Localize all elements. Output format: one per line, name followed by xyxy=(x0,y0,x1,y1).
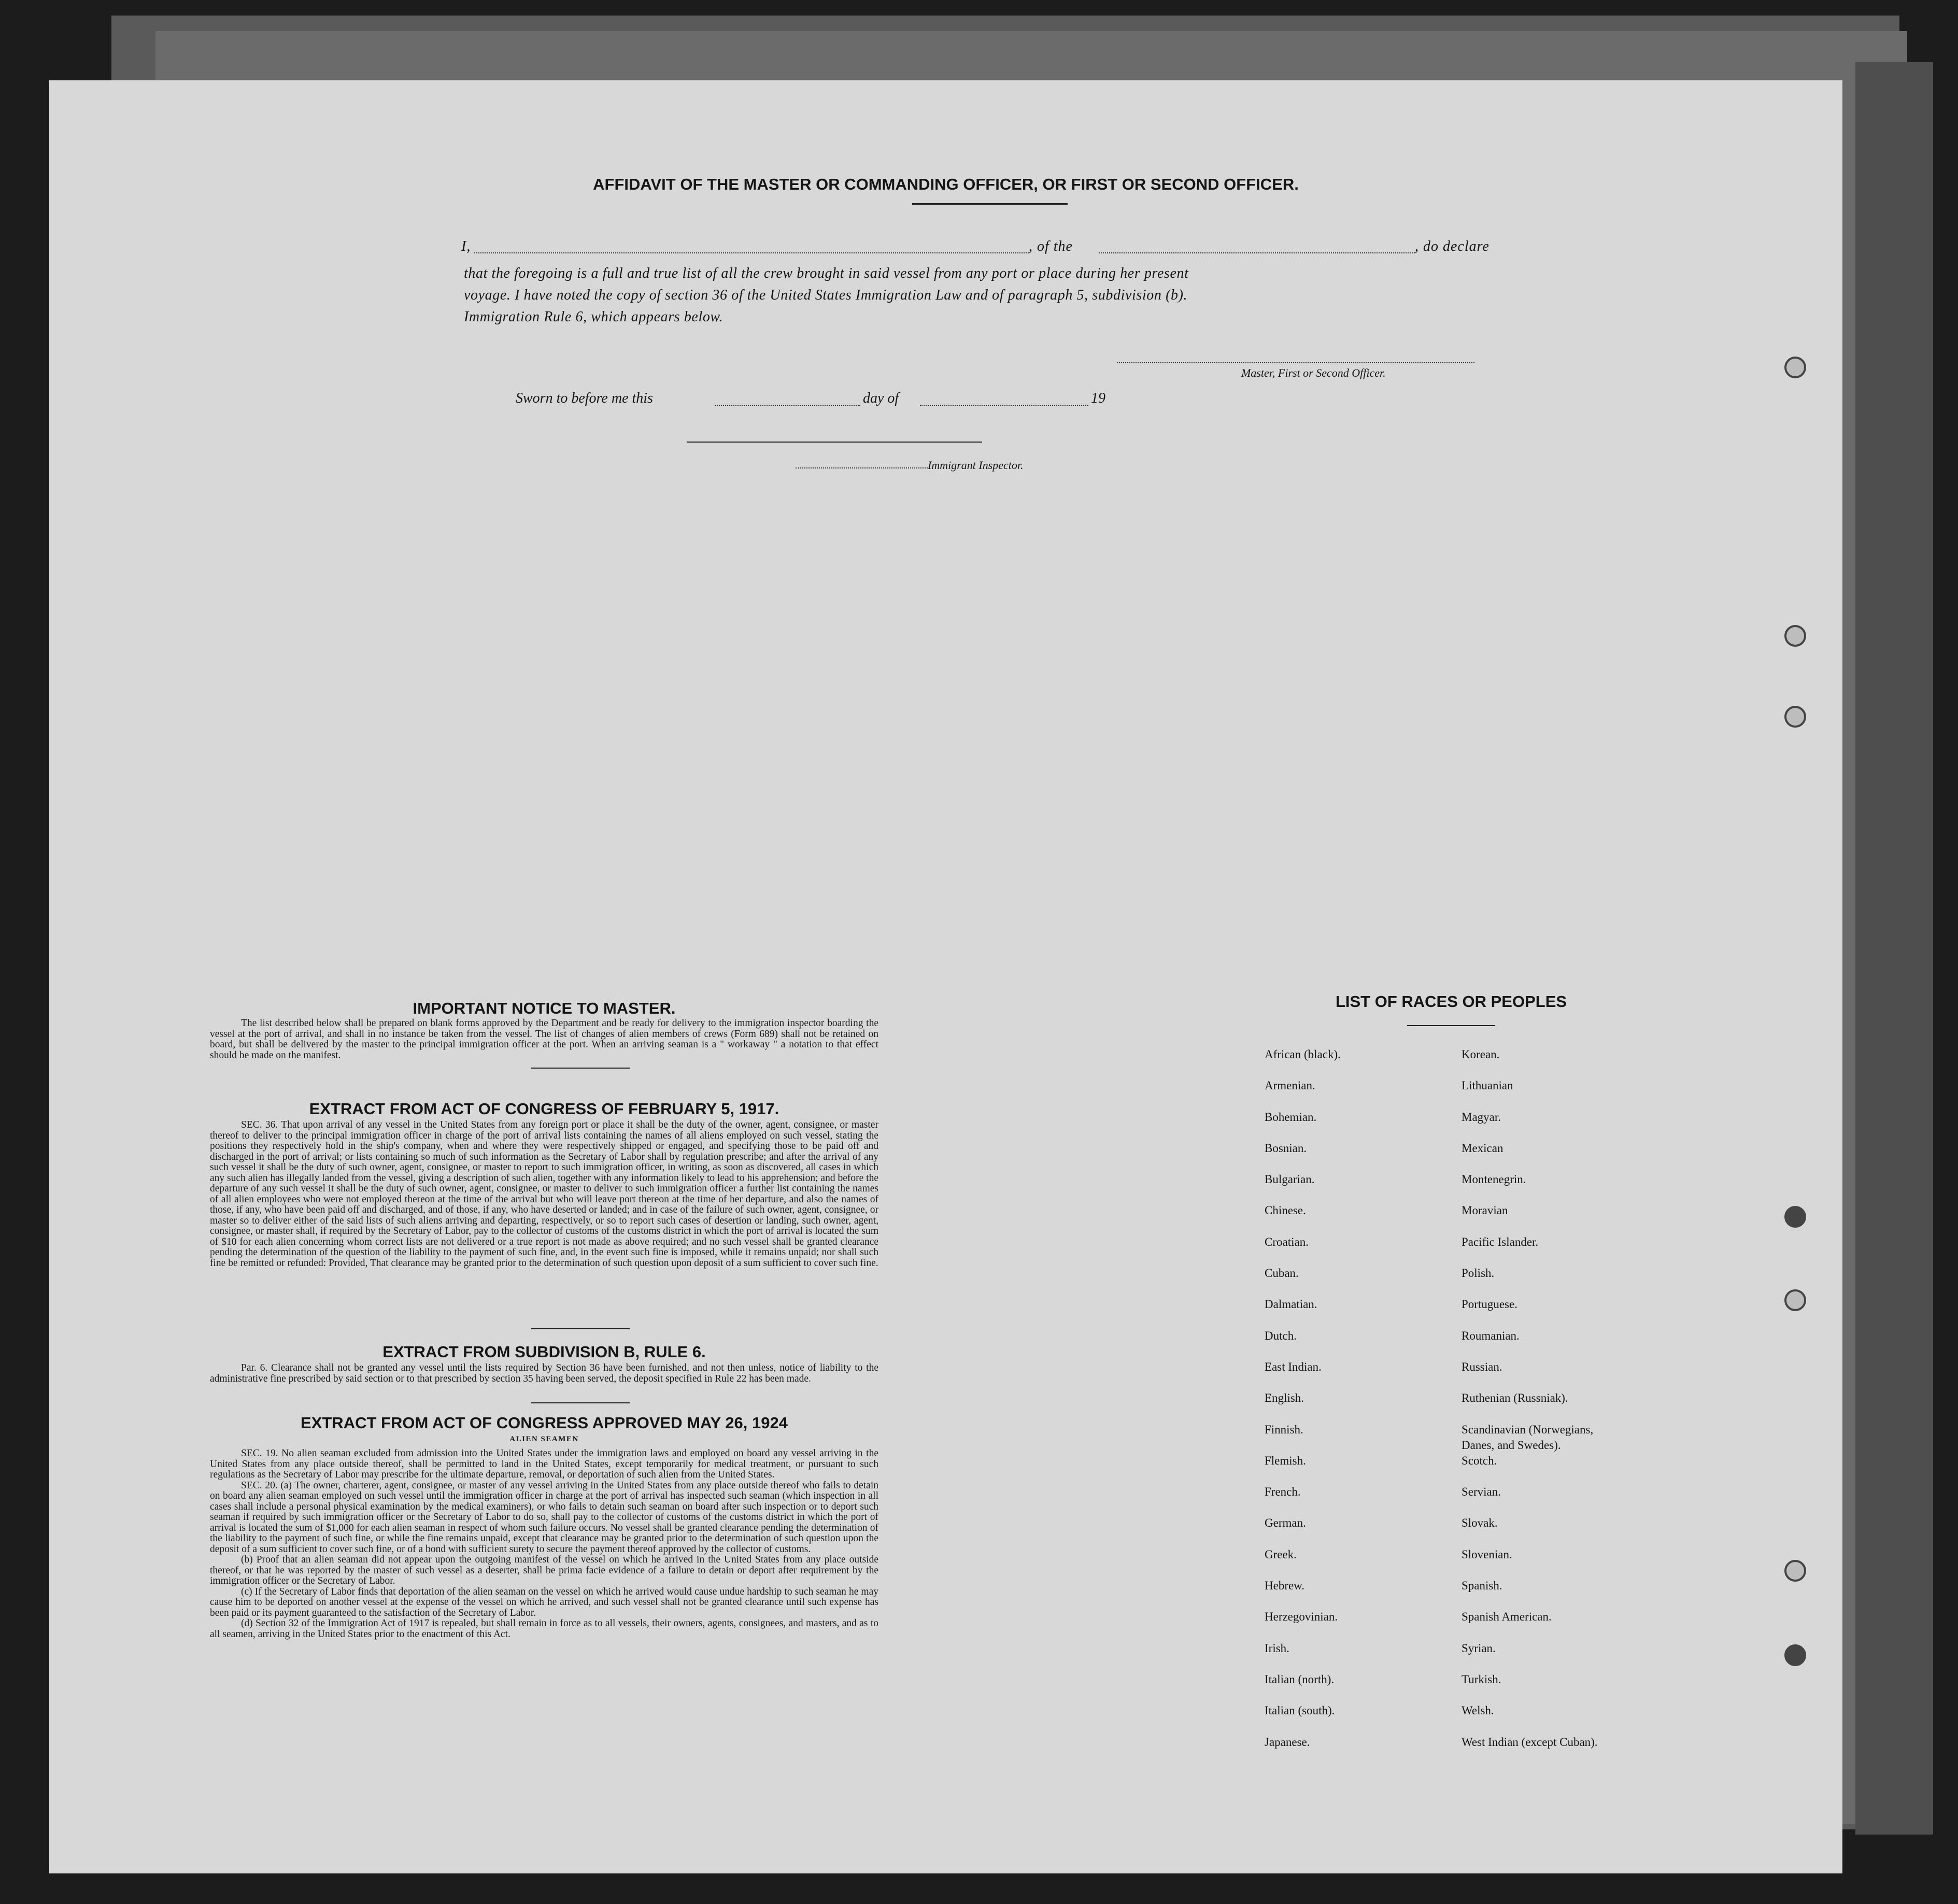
race-item: Servian. xyxy=(1462,1485,1501,1499)
declarant-label: I, xyxy=(461,238,471,254)
extract-1924-title: EXTRACT FROM ACT OF CONGRESS APPROVED MAY 26, 1924 xyxy=(301,1414,788,1432)
race-item: Dalmatian. xyxy=(1265,1298,1317,1311)
race-item: Russian. xyxy=(1462,1360,1502,1373)
rule6-rule xyxy=(531,1402,630,1403)
race-item: Italian (north). xyxy=(1265,1672,1335,1686)
race-item: Scotch. xyxy=(1462,1454,1497,1467)
declarant-name-field[interactable] xyxy=(474,252,1029,253)
race-item: Syrian. xyxy=(1462,1641,1496,1655)
race-item: Welsh. xyxy=(1462,1704,1494,1717)
race-item: Pacific Islander. xyxy=(1462,1235,1539,1248)
races-title: LIST OF RACES OR PEOPLES xyxy=(1335,992,1567,1011)
race-item: Bohemian. xyxy=(1265,1110,1317,1124)
race-item: Moravian xyxy=(1462,1204,1508,1217)
race-item: Polish. xyxy=(1462,1267,1495,1280)
race-item: Montenegrin. xyxy=(1462,1173,1526,1186)
extract-1917-rule xyxy=(531,1328,630,1329)
race-item: Herzegovinian. xyxy=(1265,1610,1338,1624)
officer-signature-field[interactable] xyxy=(1117,362,1474,363)
day-of-label: day of xyxy=(863,390,899,406)
race-item: Flemish. xyxy=(1265,1454,1306,1467)
race-item: Mexican xyxy=(1462,1141,1503,1155)
race-item: Korean. xyxy=(1462,1048,1500,1061)
race-item: Spanish American. xyxy=(1462,1610,1552,1624)
race-item: Slovak. xyxy=(1462,1516,1498,1530)
race-item: Finnish. xyxy=(1265,1423,1303,1436)
notice-title: IMPORTANT NOTICE TO MASTER. xyxy=(413,999,676,1017)
sec20b-text: (b) Proof that an alien seaman did not appear upon the outgoing manifest of the vessel on which he arrived in the United States from any place outside thereof, or that he was reported by the master of such vessel as a deserter, shall be prima facie evidence of a failure to detain or deport after requirement by the immigration officer or the Secretary of Labor. xyxy=(210,1554,878,1586)
title-rule xyxy=(912,203,1068,205)
race-item: Hebrew. xyxy=(1265,1579,1305,1593)
race-item: Slovenian. xyxy=(1462,1547,1512,1561)
race-item: Magyar. xyxy=(1462,1110,1501,1124)
affidavit-line-1: that the foregoing is a full and true list of all the crew brought in said vessel from any port or place during her present xyxy=(464,265,1189,281)
race-item: Bulgarian. xyxy=(1265,1173,1315,1186)
sworn-day-field[interactable] xyxy=(715,405,860,406)
binder-hole xyxy=(1784,1206,1806,1228)
do-declare-label: , do declare xyxy=(1415,238,1489,254)
race-item: Italian (south). xyxy=(1265,1704,1335,1717)
inspector-dots xyxy=(796,467,928,468)
race-item: Greek. xyxy=(1265,1547,1297,1561)
race-item: Roumanian. xyxy=(1462,1329,1520,1342)
of-the-label: , of the xyxy=(1029,238,1073,254)
notice-rule xyxy=(531,1068,630,1069)
binder-hole xyxy=(1784,706,1806,728)
race-item: East Indian. xyxy=(1265,1360,1322,1373)
race-item: Irish. xyxy=(1265,1641,1289,1655)
binder-hole xyxy=(1784,625,1806,647)
race-item: Turkish. xyxy=(1462,1672,1501,1686)
race-item: Scandinavian (Norwegians, Danes, and Swedes). xyxy=(1462,1423,1594,1452)
affidavit-title: AFFIDAVIT OF THE MASTER OR COMMANDING OFFICER, OR FIRST OR SECOND OFFICER. xyxy=(593,175,1299,193)
affidavit-line-3: Immigration Rule 6, which appears below. xyxy=(464,309,723,325)
race-item: Dutch. xyxy=(1265,1329,1297,1342)
inspector-signature-line[interactable] xyxy=(687,442,982,443)
affidavit-body xyxy=(464,263,1189,328)
officer-signature-label: Master, First or Second Officer. xyxy=(1241,366,1386,379)
sec20d-text: (d) Section 32 of the Immigration Act of 1917 is repealed, but shall remain in force as to all vessels, their owners, agents, consignees, and masters, and as to all seamen, arriving in the United States prior to the enactment of this Act. xyxy=(210,1618,878,1640)
race-item: Lithuanian xyxy=(1462,1079,1513,1092)
race-item: Croatian. xyxy=(1265,1235,1309,1248)
races-rule xyxy=(1407,1025,1495,1026)
race-item: German. xyxy=(1265,1516,1306,1530)
sec20a-text: SEC. 20. (a) The owner, charterer, agent, consignee, or master of any vessel arriving in the United States from any place outside thereof who fails to detain on board any alien seaman employed on such vessel until the immigration officer in charge at the port of arrival has inspected such seaman (which inspection in all cases shall include a personal physical examination by the medical examiners), or who fails to detain such seaman on board after such inspection or to deport such seaman if required by such immigration officer or the Secretary of Labor to do so, shall pay to the collector of customs of the customs district in which the port of arrival is located the sum of $1,000 for each alien seaman in respect of whom such failure occurs. No vessel shall be granted clearance pending the determination of the liability to the payment of such fine, or while the fine remains unpaid, except that clearance may be granted prior to the determination of such question upon the deposit of a sum sufficient to cover such fine, or of a bond with sufficient surety to secure the payment thereof approved by the collector of customs. xyxy=(210,1480,878,1555)
vessel-name-field[interactable] xyxy=(1099,252,1415,253)
binder-hole xyxy=(1784,357,1806,378)
binder-edge xyxy=(1855,62,1933,1835)
race-item: English. xyxy=(1265,1391,1304,1405)
race-item: Japanese. xyxy=(1265,1735,1310,1749)
extract-1924-subtitle: ALIEN SEAMEN xyxy=(509,1435,579,1443)
binder-hole xyxy=(1784,1644,1806,1666)
race-item: Portuguese. xyxy=(1462,1298,1517,1311)
affidavit-line-2: voyage. I have noted the copy of section 36 of the United States Immigration Law and of paragraph 5, subdivision (b). xyxy=(464,287,1188,303)
races-left-column xyxy=(1265,1047,1341,1766)
race-item: French. xyxy=(1265,1485,1301,1499)
binder-hole xyxy=(1784,1289,1806,1311)
sworn-label: Sworn to before me this xyxy=(516,390,653,406)
sworn-month-field[interactable] xyxy=(920,405,1088,406)
race-item: Armenian. xyxy=(1265,1079,1315,1092)
extract-1924-text xyxy=(210,1448,878,1640)
sec20c-text: (c) If the Secretary of Labor finds that deportation of the alien seaman on the vessel on which he arrived would cause undue hardship to such seaman he may cause him to be deported on another vessel at the expense of the vessel on which he arrived, and such vessel shall not be granted clearance until such expense has been paid or its payment guaranteed to the satisfaction of the Secretary of Labor. xyxy=(210,1586,878,1618)
notice-text: The list described below shall be prepared on blank forms approved by the Department and be ready for delivery to the immigration inspector boarding the vessel at the port of arrival, and shall in no instance be taken from the vessel. The list of changes of alien members of crews (Form 689) shall not be retained on board, but shall be delivered by the master to the principal immigration officer at the port. When an arriving seaman is a " workaway " a notation to that effect should be made on the manifest. xyxy=(210,1018,878,1061)
extract-1917-text: SEC. 36. That upon arrival of any vessel in the United States from any foreign port or place it shall be the duty of the owner, agent, consignee, or master thereof to deliver to the principal immigration officer in charge of the port of arrival lists containing the names of all aliens employed on such vessel, stating the positions they respectively hold in the ship's company, when and where they were respectively shipped or engaged, and specifying those to be paid off and discharged in the port of arrival; or lists containing so much of such information as the Secretary of Labor shall by regulation prescribe; and after the arrival of any such vessel it shall be the duty of such owner, agent, consignee, or master to report to such immigration officer, in writing, as soon as discovered, all cases in which any such alien has illegally landed from the vessel, giving a description of such alien, together with any information likely to lead to his apprehension; and before the departure of any such vessel it shall be the duty of such owner, agent, consignee, or master to deliver to such immigration officer a further list containing the names of all alien employees who were not employed thereon at the time of the arrival but who will leave port thereon at the time of her departure, and also the names of those, if any, who have been paid off and discharged, and of those, if any, who have deserted or landed; and in case of the failure of such owner, agent, consignee, or master so to deliver either of the said lists of such aliens arriving and departing, respectively, or so to report such cases of desertion or landing, such owner, agent, consignee, or master shall, if required by the Secretary of Labor, pay to the collector of customs of the customs district in which the port of arrival is located the sum of $10 for each alien concerning whom correct lists are not delivered or a true report is not made as above required; and no such vessel shall be granted clearance pending the determination of the question of the liability to the payment of such fine, and, in the event such fine is imposed, while it remains unpaid; nor shall such fine be remitted or refunded: Provided, That clearance may be granted prior to the determination of such question upon deposit of a sum sufficient to cover such fine. xyxy=(210,1119,878,1269)
sec19-text: SEC. 19. No alien seaman excluded from admission into the United States under the immigration laws and employed on board any vessel arriving in the United States from any place outside thereof, shall be permitted to land in the United States, except temporarily for medical treatment, or pursuant to such regulations as the Secretary of Labor may prescribe for the ultimate departure, removal, or deportation of such alien from the United States. xyxy=(210,1448,878,1480)
rule6-text: Par. 6. Clearance shall not be granted any vessel until the lists required by Section 36 have been furnished, and not then unless, notice of liability to the administrative fine prescribed by said section or to that prescribed by section 35 having been served, the deposit specified in Rule 22 has been made. xyxy=(210,1362,878,1384)
race-item: Spanish. xyxy=(1462,1579,1502,1593)
inspector-label: Immigrant Inspector. xyxy=(928,459,1024,472)
year-label: 19 xyxy=(1091,390,1105,406)
race-item: Chinese. xyxy=(1265,1204,1306,1217)
binder-hole xyxy=(1784,1560,1806,1582)
form-page xyxy=(49,80,1842,1873)
race-item: Cuban. xyxy=(1265,1267,1299,1280)
race-item: West Indian (except Cuban). xyxy=(1462,1735,1598,1749)
race-item: African (black). xyxy=(1265,1048,1341,1061)
rule6-title: EXTRACT FROM SUBDIVISION B, RULE 6. xyxy=(382,1343,706,1361)
extract-1917-title: EXTRACT FROM ACT OF CONGRESS OF FEBRUARY 5, 1917. xyxy=(309,1100,779,1118)
race-item: Ruthenian (Russniak). xyxy=(1462,1391,1568,1405)
races-right-column xyxy=(1462,1047,1598,1766)
race-item: Bosnian. xyxy=(1265,1141,1307,1155)
